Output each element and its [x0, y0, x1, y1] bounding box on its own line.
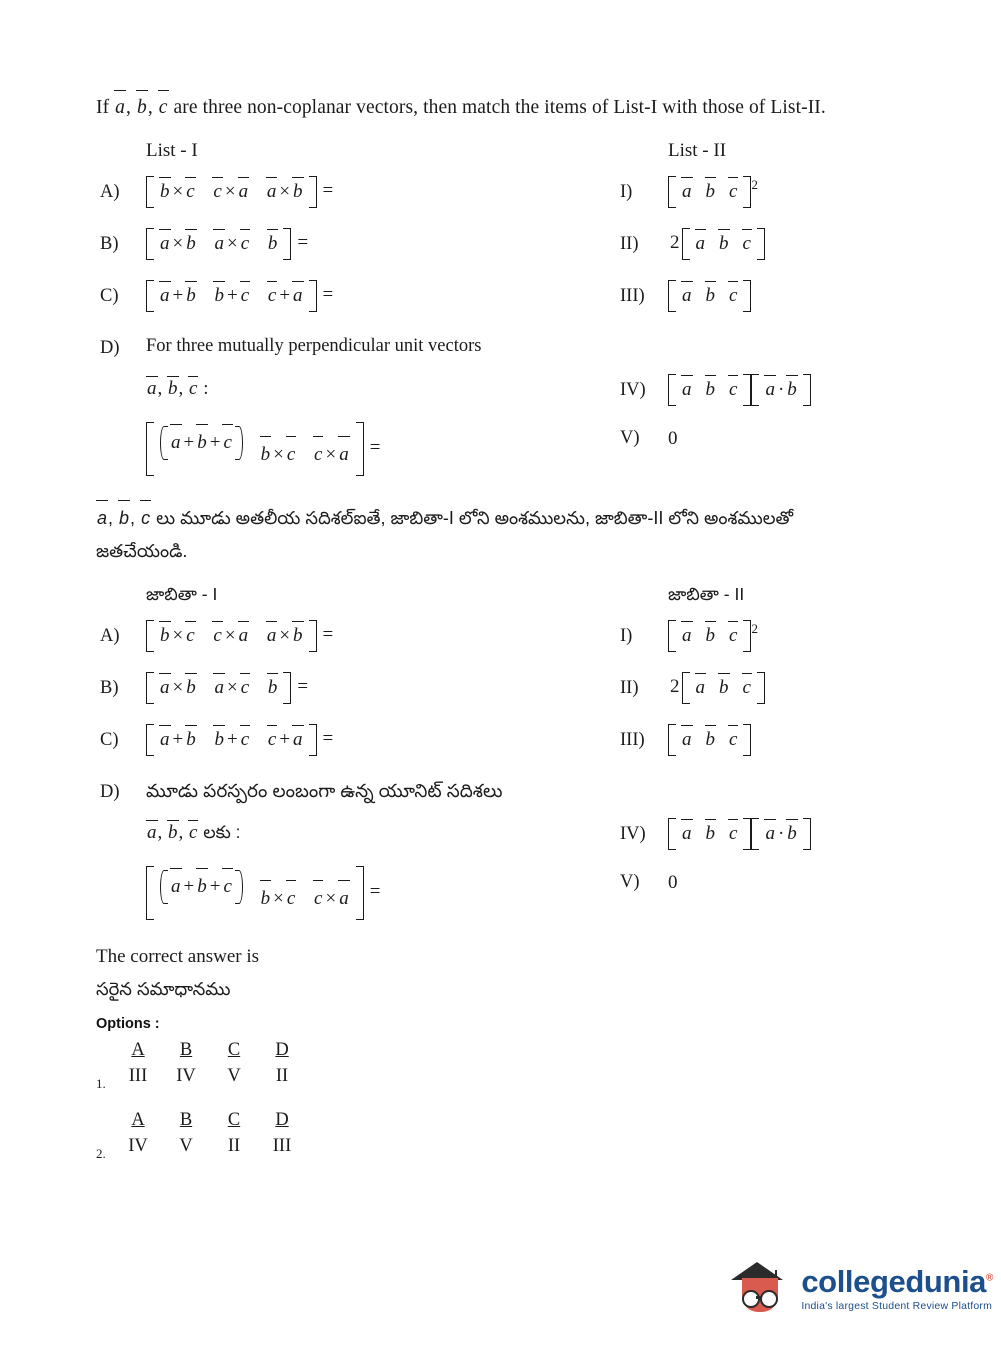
telugu-row-label-d: D) [100, 782, 120, 802]
option-1[interactable] [96, 1040, 905, 1102]
row-expression-c: a + b b + c c + a = [146, 278, 333, 314]
telugu-row-expression-i: a b c $^2$ [668, 618, 758, 654]
match-row-b [96, 226, 905, 278]
row-expression-a: b × c c × a a × b = [146, 174, 333, 210]
english-list2-header: List - II [668, 140, 727, 161]
telugu-match-row-d-vectors [96, 816, 905, 864]
option-column-a: A [131, 1040, 145, 1060]
option-2-number: 2. [96, 1146, 106, 1161]
option-column-b: B [179, 1110, 193, 1130]
option-1-value-a: III [128, 1066, 148, 1086]
telugu-row-label-iv: IV) [620, 824, 646, 844]
row-expression-v: 0 [668, 428, 678, 449]
row-d-vectors: a, b, c : [147, 378, 209, 399]
stem-vector-c: c [158, 92, 169, 124]
telugu-question-stem: a, b, c లు మూడు అతలీయ సదిశల్ఐతే, జాబితా-I లోని అంశములను, జాబితా-II లోని అంశములతో జతచేయండి. [96, 502, 905, 568]
row-label-d: D) [100, 338, 120, 358]
stem-vector-a: a [114, 92, 126, 124]
telugu-match-row-b [96, 670, 905, 722]
telugu-row-d-expression: a + b + c b × c c × a = [146, 864, 380, 922]
row-label-c: C) [100, 286, 119, 306]
option-2[interactable] [96, 1110, 905, 1172]
match-row-d-vectors [96, 372, 905, 420]
option-column-d: D [275, 1040, 289, 1060]
stem-prefix: If [96, 97, 110, 118]
telugu-row-expression-b: a × b a × c b = [146, 670, 308, 706]
match-row-a [96, 174, 905, 226]
telugu-stem-vector-a: a [96, 502, 108, 535]
option-column-b: B [179, 1040, 193, 1060]
match-row-c [96, 278, 905, 330]
telugu-stem-vector-b: b [118, 502, 130, 535]
row-label-a: A) [100, 182, 120, 202]
telugu-row-expression-ii: 2 a b c [668, 670, 765, 706]
telugu-stem-line2: జతచేయండి. [96, 541, 188, 561]
telugu-match-row-d [96, 774, 905, 816]
stem-suffix: are three non-coplanar vectors, then match the items of List-I with those of List-II. [173, 97, 826, 118]
logo-brand [801, 1266, 993, 1299]
telugu-row-d-vectors: a, b, c లకు : [147, 822, 241, 843]
option-2-columns [114, 1110, 306, 1131]
telugu-d-vectors-suffix: లకు : [203, 822, 241, 842]
row-expression-iii: a b c [668, 278, 751, 314]
telugu-list-headers [96, 584, 905, 618]
row-label-iv: IV) [620, 380, 646, 400]
english-list-headers [96, 140, 905, 174]
logo-words [801, 1266, 993, 1312]
logo-trademark: ® [986, 1272, 993, 1284]
telugu-row-label-i: I) [620, 626, 633, 646]
telugu-row-expression-c: a + b b + c c + a = [146, 722, 333, 758]
match-row-d [96, 330, 905, 372]
row-label-b: B) [100, 234, 119, 254]
telugu-list1-header: జాబితా - I [146, 584, 218, 604]
graduate-icon [729, 1258, 791, 1320]
option-2-value-b: V [179, 1136, 193, 1156]
telugu-row-label-ii: II) [620, 678, 639, 698]
row-text-d: For three mutually perpendicular unit vectors [146, 336, 482, 356]
telugu-match-row-a [96, 618, 905, 670]
telugu-row-label-iii: III) [620, 730, 645, 750]
telugu-stem-line1: లు మూడు అతలీయ సదిశల్ఐతే, జాబితా-I లోని అంశములను, జాబితా-II లోని అంశములతో [156, 508, 794, 528]
telugu-list2-header: జాబితా - II [668, 584, 745, 604]
telugu-match-row-d-expression [96, 864, 905, 920]
answer-prompt-english: The correct answer is [96, 946, 260, 967]
options-title: Options : [96, 1016, 160, 1032]
option-1-value-c: V [227, 1066, 241, 1086]
option-2-values [114, 1136, 306, 1157]
row-d-expression: a + b + c b × c c × a = [146, 420, 380, 478]
option-1-values [114, 1066, 306, 1087]
question-stem: If a, b, c are three non-coplanar vectors, then match the items of List-I with those of List-II. [96, 92, 905, 124]
row-label-ii: II) [620, 234, 639, 254]
row-expression-iv: a b c a · b [668, 372, 811, 408]
option-column-a: A [131, 1110, 145, 1130]
option-2-value-d: III [272, 1136, 292, 1156]
option-2-value-c: II [227, 1136, 241, 1156]
telugu-row-expression-v: 0 [668, 872, 678, 893]
logo-tagline: India's largest Student Review Platform [801, 1299, 993, 1312]
option-1-number: 1. [96, 1076, 106, 1091]
row-label-iii: III) [620, 286, 645, 306]
option-1-value-d: II [275, 1066, 289, 1086]
telugu-row-expression-a: b × c c × a a × b = [146, 618, 333, 654]
logo-brand-text: collegedunia [801, 1264, 987, 1300]
telugu-row-expression-iii: a b c [668, 722, 751, 758]
answer-prompt-telugu: సరైన సమాధానము [96, 979, 231, 999]
row-label-v: V) [620, 428, 640, 448]
row-expression-i: a b c $^2$ [668, 174, 758, 210]
english-list1-header: List - I [146, 140, 198, 161]
row-expression-b: a × b a × c b = [146, 226, 308, 262]
telugu-match-row-c [96, 722, 905, 774]
option-column-c: C [227, 1110, 241, 1130]
option-1-value-b: IV [176, 1066, 196, 1086]
option-2-value-a: IV [128, 1136, 148, 1156]
telugu-row-expression-iv: a b c a · b [668, 816, 811, 852]
stem-vector-b: b [136, 92, 148, 124]
telugu-row-text-d: మూడు పరస్పరం లంబంగా ఉన్న యూనిట్ సదిశలు [146, 780, 503, 801]
telugu-row-label-b: B) [100, 678, 119, 698]
telugu-row-label-c: C) [100, 730, 119, 750]
option-column-c: C [227, 1040, 241, 1060]
match-row-d-expression [96, 420, 905, 476]
collegedunia-logo [729, 1258, 993, 1320]
telugu-row-label-v: V) [620, 872, 640, 892]
option-1-columns [114, 1040, 306, 1061]
row-label-i: I) [620, 182, 633, 202]
option-column-d: D [275, 1110, 289, 1130]
telugu-row-label-a: A) [100, 626, 120, 646]
telugu-stem-vector-c: c [140, 502, 151, 535]
row-expression-ii: 2 a b c [668, 226, 765, 262]
